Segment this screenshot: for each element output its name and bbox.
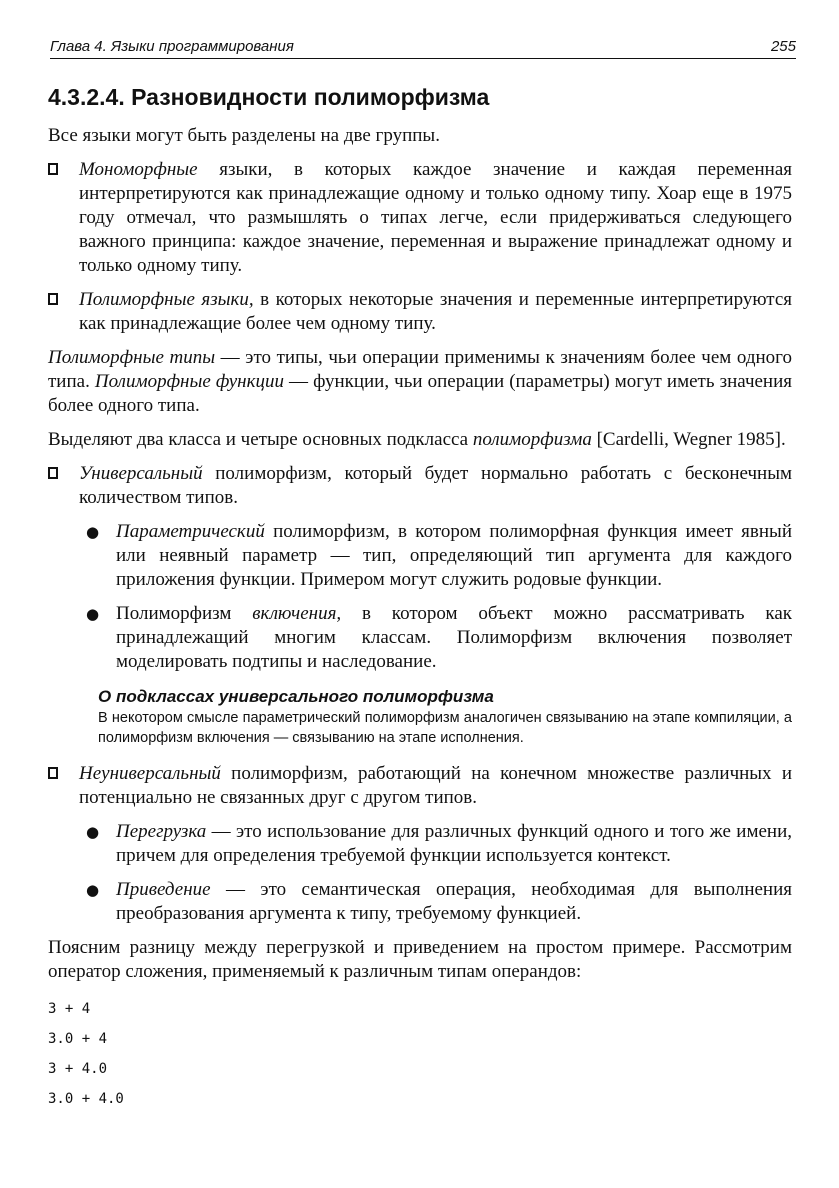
note-box [98, 686, 792, 748]
term-monomorphic: Мономорфные [79, 159, 198, 180]
bullet-monomorphic [48, 158, 792, 278]
paragraph-text: Выделяют два класса и четыре основных подкласса [48, 429, 473, 450]
section-heading: 4.3.2.4. Разновидности полиморфизма [48, 84, 490, 110]
square-bullet-icon [48, 767, 58, 779]
code-line: 3 + 4 [48, 1001, 91, 1017]
running-head [50, 38, 796, 59]
chapter-title: Глава 4. Языки программирования [50, 38, 294, 55]
term-parametric: Параметрический [116, 521, 265, 542]
subbullet-text: — это семантическая операция, необходимая для выполнения преобразования аргумента к типу, требуемому функцией. [116, 879, 792, 924]
bullet-text: языки, в которых каждое значение и каждая переменная интерпретируются как принадлежащие одному и только одному типу. Хоар еще в 1975 году отмечал, что размышлять о типах легче, если придерживаться следующего важного принципа: каждое значение, переменная и выражение принадлежат одному и только одному типу. [79, 159, 792, 276]
citation-text: [Cardelli, Wegner 1985]. [591, 429, 786, 450]
term-overloading: Перегрузка [116, 821, 207, 842]
bullet-universal [48, 462, 792, 510]
classes-paragraph [48, 428, 792, 452]
definition-text: — это типы, чьи операции применимы к значениям более чем одного типа. [48, 347, 792, 392]
subbullet-text: полиморфизм, в котором полиморфная функция имеет явный или неявный параметр — тип, определяющий тип аргумента для каждого приложения функции. Примером могут служить родовые функции. [116, 521, 792, 590]
dot-bullet-icon: ● [86, 605, 100, 623]
note-title: О подклассах универсального полиморфизма [98, 687, 494, 706]
intro-paragraph: Все языки могут быть разделены на две группы. [48, 125, 440, 146]
code-line: 3.0 + 4.0 [48, 1091, 124, 1107]
term-nonuniversal: Неуниверсальный [79, 763, 221, 784]
term-polymorphic-types: Полиморфные типы [48, 347, 216, 368]
bullet-polymorphic [48, 288, 792, 336]
note-body: В некотором смысле параметрический полиморфизм аналогичен связыванию на этапе компиляции, а полиморфизм включения — связыванию на этапе исполнения. [98, 710, 792, 746]
subbullet-parametric [48, 520, 792, 592]
term-polymorphic-languages: Полиморфные языки, [79, 289, 254, 310]
subbullet-inclusion [48, 602, 792, 674]
definition-text: — функции, чьи операции (параметры) могут иметь значения более одного типа. [48, 371, 793, 416]
square-bullet-icon [48, 467, 58, 479]
bullet-text: полиморфизм, который будет нормально работать с бесконечным количеством типов. [79, 463, 792, 508]
term-inclusion: включения, [252, 603, 342, 624]
subbullet-text: в котором объект можно рассматривать как принадлежащий многим классам. Полиморфизм включения позволяет моделировать подтипы и наследование. [116, 603, 792, 672]
dot-bullet-icon: ● [86, 881, 100, 899]
subbullet-overloading [48, 820, 792, 868]
term-polymorphism: полиморфизма [472, 429, 592, 450]
square-bullet-icon [48, 163, 58, 175]
subbullet-lead: Полиморфизм [116, 603, 253, 624]
code-line: 3.0 + 4 [48, 1031, 108, 1047]
code-example [48, 994, 792, 1114]
dot-bullet-icon: ● [86, 823, 100, 841]
term-coercion: Приведение [116, 879, 211, 900]
subbullet-text: — это использование для различных функций одного и того же имени, причем для определения требуемой функции используется контекст. [116, 821, 792, 866]
page-number: 255 [770, 38, 796, 55]
page-body [48, 124, 792, 1114]
dot-bullet-icon: ● [86, 523, 100, 541]
subbullet-coercion [48, 878, 792, 926]
code-line: 3 + 4.0 [48, 1061, 108, 1077]
bullet-text: в которых некоторые значения и переменные интерпретируются как принадлежащие более чем одному типу. [79, 289, 793, 334]
square-bullet-icon [48, 293, 58, 305]
example-paragraph: Поясним разницу между перегрузкой и приведением на простом примере. Рассмотрим оператор сложения, применяемый к различным типам операндов: [48, 937, 792, 982]
definitions-paragraph [48, 346, 792, 418]
term-polymorphic-functions: Полиморфные функции [94, 371, 284, 392]
term-universal: Универсальный [79, 463, 203, 484]
bullet-text: полиморфизм, работающий на конечном множестве различных и потенциально не связанных друг с другом типов. [79, 763, 792, 808]
bullet-nonuniversal [48, 762, 792, 810]
